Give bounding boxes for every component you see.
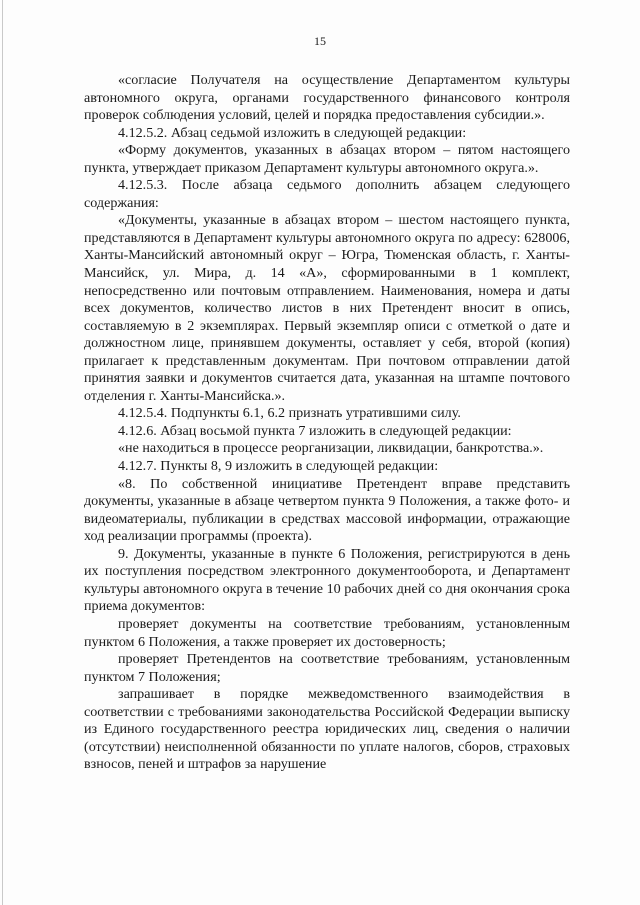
paragraph-4-12-6: 4.12.6. Абзац восьмой пункта 7 изложить в следующей редакции: — [118, 422, 512, 439]
paragraph-checks-documents: проверяет документы на соответствие требованиям, установленным пунктом 6 Положения, а также проверяет их достоверность; — [84, 615, 570, 650]
paragraph-documents-submission: «Документы, указанные в абзацах втором – шестом настоящего пункта, представляются в Департамент культуры автономного округа по адресу: 628006, Ханты-Мансийский автономный округ – Югра, Тюменская область, г. Ханты-Мансийск, ул. Мира, д. 14 «А», сформированными в 1 комплект, непосредственно или почтовым отправлением. Наименования, номера и даты всех документов, количество листов в них Претендент вносит в опись, составляемую в 2 экземплярах. Первый экземпляр описи с отметкой о дате и должностном лице, принявшем документы, оставляет у себя, второй (копия) прилагает к представленным документам. При почтовом отправлении датой принятия заявки и документов считается дата, указанная на штампе почтового отделения г. Ханты-Мансийска.». — [84, 212, 570, 404]
paragraph-checks-applicants: проверяет Претендентов на соответствие требованиям, установленным пунктом 7 Положения; — [84, 651, 570, 685]
page-edge — [2, 0, 3, 905]
document-body — [84, 72, 570, 774]
paragraph-subsidy-consent: «согласие Получателя на осуществление Департаментом культуры автономного округа, органами государственного финансового контроля проверок соблюдения условий, целей и порядка предоставления субсидии.». — [84, 72, 570, 124]
paragraph-4-12-5-4: 4.12.5.4. Подпункты 6.1, 6.2 признать утратившими силу. — [118, 405, 461, 422]
paragraph-4-12-7: 4.12.7. Пункты 8, 9 изложить в следующей редакции: — [118, 458, 439, 475]
paragraph-item-8: «8. По собственной инициативе Претендент вправе представить документы, указанные в абзаце четвертом пункта 9 Положения, а также фото- и видеоматериалы, публикации в средствах массовой информации, отражающие ход реализации программы (проекта). — [84, 475, 570, 545]
paragraph-4-12-5-2: 4.12.5.2. Абзац седьмой изложить в следующей редакции: — [118, 124, 467, 141]
paragraph-4-12-5-3: 4.12.5.3. После абзаца седьмого дополнить абзацем следующего содержания: — [84, 177, 570, 211]
page-number: 15 — [314, 34, 326, 48]
paragraph-requests-interagency: запрашивает в порядке межведомственного взаимодействия в соответствии с требованиями законодательства Российской Федерации выписку из Единого государственного реестра юридических лиц, сведения о наличии (отсутствии) неисполненной обязанности по уплате налогов, сборов, страховых взносов, пеней и штрафов за нарушение — [84, 686, 570, 773]
paragraph-form-of-documents: «Форму документов, указанных в абзацах втором – пятом настоящего пункта, утверждает приказом Департамент культуры автономного округа.». — [84, 142, 570, 176]
paragraph-item-9: 9. Документы, указанные в пункте 6 Положения, регистрируются в день их поступления посредством электронного документооборота, и Департамент культуры автономного округа в течение 10 рабочих дней со дня окончания срока приема документов: — [84, 545, 570, 615]
paragraph-no-reorganization: «не находиться в процессе реорганизации, ликвидации, банкротства.». — [118, 440, 544, 457]
